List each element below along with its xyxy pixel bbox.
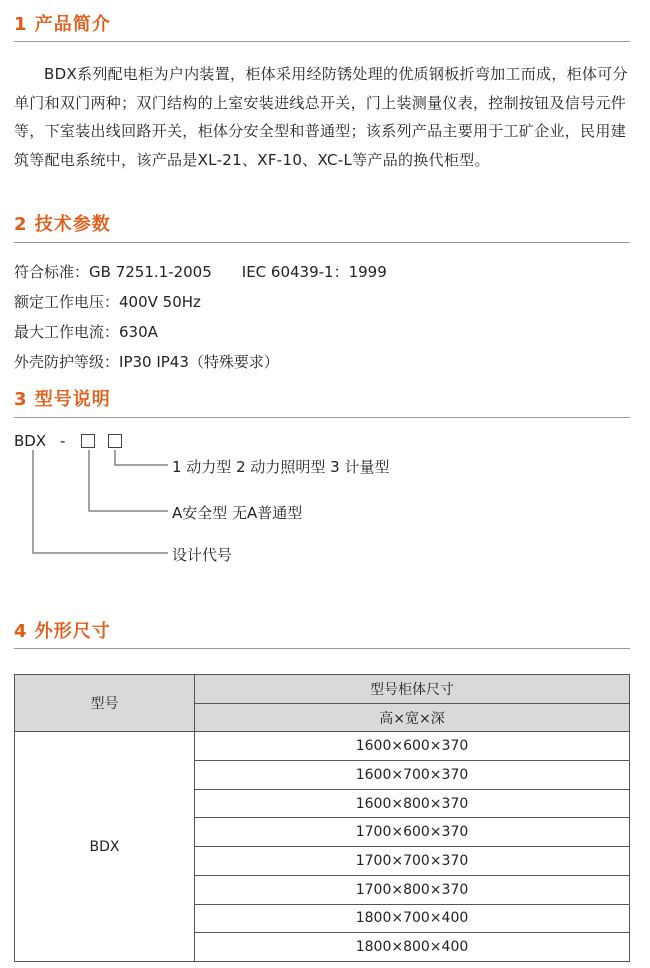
cell-size: 1700×600×370 (195, 818, 630, 847)
cell-model: BDX (15, 732, 195, 962)
header-size: 型号柜体尺寸 (195, 675, 630, 704)
param-value: 630A (119, 323, 158, 341)
param-value: 400V 50Hz (119, 293, 201, 311)
model-callout-design: 设计代号 (172, 546, 233, 564)
cell-size: 1600×600×370 (195, 732, 630, 761)
param-label: 符合标准： (14, 263, 90, 281)
param-value: GB 7251.1-2005 (89, 263, 212, 281)
section-heading-intro: 1 产品简介 (14, 14, 111, 35)
param-label: 额定工作电压： (14, 293, 120, 311)
section-heading-dimensions: 4 外形尺寸 (14, 621, 111, 642)
param-value-2: IEC 60439-1：1999 (241, 263, 387, 281)
cell-size: 1600×700×370 (195, 761, 630, 790)
cell-size: 1600×800×370 (195, 789, 630, 818)
table-header-row (15, 675, 630, 704)
section-heading-model: 3 型号说明 (14, 389, 111, 410)
intro-paragraph: BDX系列配电柜为户内装置，柜体采用经防锈处理的优质钢板折弯加工而成，柜体可分单门和双门两种；双门结构的上室安装进线总开关，门上装测量仪表，控制按钮及信号元件等，下室装出线回路开关，柜体分安全型和普通型；该系列产品主要用于工矿企业，民用建筑等配电系统中，该产品是XL-21、XF-10、XC-L等产品的换代柜型。 (14, 65, 628, 169)
header-size-sub: 高×宽×深 (195, 703, 630, 732)
dimensions-table (14, 674, 630, 962)
model-code: BDX (14, 432, 47, 450)
section-heading-params: 2 技术参数 (14, 214, 111, 235)
cell-size: 1800×800×400 (195, 933, 630, 962)
cell-size: 1700×800×370 (195, 875, 630, 904)
table-row (15, 732, 630, 761)
section-divider (14, 648, 630, 649)
param-label: 外壳防护等级： (14, 353, 120, 371)
param-label: 最大工作电流： (14, 323, 120, 341)
header-model: 型号 (15, 675, 195, 732)
cell-size: 1700×700×370 (195, 847, 630, 876)
model-callout-safety: A安全型 无A普通型 (172, 504, 303, 522)
model-callout-type: 1 动力型 2 动力照明型 3 计量型 (172, 458, 390, 476)
model-dash: - (60, 432, 66, 450)
cell-size: 1800×700×400 (195, 904, 630, 933)
param-value: IP30 IP43（特殊要求） (119, 353, 279, 371)
